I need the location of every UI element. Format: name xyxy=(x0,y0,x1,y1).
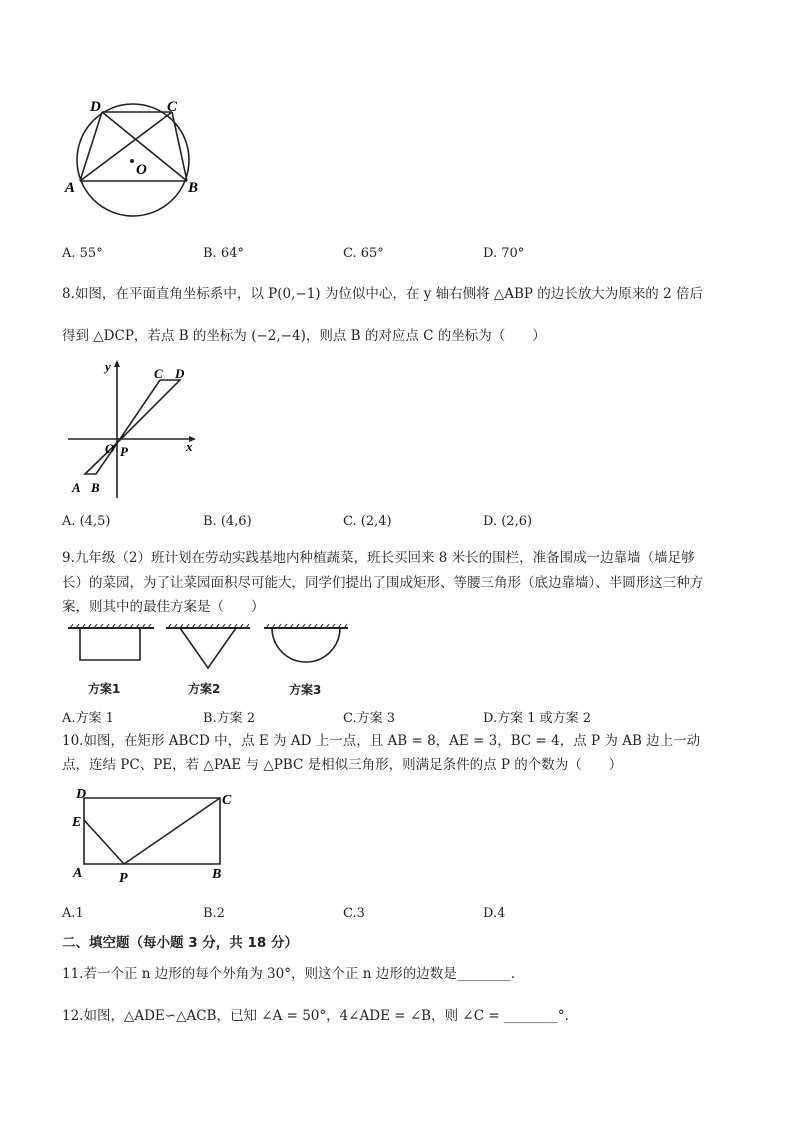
segment-pc xyxy=(124,798,220,864)
plan2-caption: 方案2 xyxy=(188,682,221,696)
label-d: D xyxy=(175,366,185,381)
q10-option-b: B.2 xyxy=(203,906,225,921)
label-b: B xyxy=(91,480,100,495)
label-y: y xyxy=(105,359,111,374)
q10-option-c: C.3 xyxy=(343,906,365,921)
q7-option-a: A. 55° xyxy=(62,246,103,261)
rectangle-abcd xyxy=(84,798,220,864)
label-a: A xyxy=(73,866,83,881)
q8-option-a: A. (4,5) xyxy=(62,514,111,529)
q7-circle-figure xyxy=(60,95,220,235)
label-c: C xyxy=(154,366,163,381)
plan3-caption: 方案3 xyxy=(289,683,322,697)
q10-option-d: D.4 xyxy=(483,906,506,921)
q9-option-c: C.方案 3 xyxy=(343,711,396,726)
plan1-caption: 方案1 xyxy=(88,682,121,696)
label-c: C xyxy=(222,793,232,808)
label-c: C xyxy=(167,99,178,115)
label-x: x xyxy=(186,439,193,454)
q9-plans-figure xyxy=(66,622,356,672)
y-axis-arrow xyxy=(114,360,120,367)
label-p: P xyxy=(119,871,128,886)
q7-option-c: C. 65° xyxy=(343,246,384,261)
label-p: P xyxy=(120,444,128,459)
label-a: A xyxy=(65,180,76,196)
triangle-dcp xyxy=(118,380,180,442)
segment-ac xyxy=(80,112,172,181)
label-e: E xyxy=(72,815,82,830)
q10-text-line2: 点，连结 PC、PE，若 △PAE 与 △PBC 是相似三角形，则满足条件的点 P 的个数为（ ） xyxy=(62,757,623,773)
q10-option-a: A.1 xyxy=(62,906,84,921)
q8-option-c: C. (2,4) xyxy=(343,514,392,529)
q10-text-line1: 10.如图，在矩形 ABCD 中，点 E 为 AD 上一点，且 AB = 8，AE = 3，BC = 4，点 P 为 AB 边上一动 xyxy=(62,733,701,749)
q9-option-a: A.方案 1 xyxy=(62,711,114,726)
plan1-diagram xyxy=(68,624,154,660)
q11-text: 11.若一个正 n 边形的每个外角为 30°，则这个正 n 边形的边数是________. xyxy=(62,966,516,982)
q9-option-b: B.方案 2 xyxy=(203,711,256,726)
q10-rectangle-figure xyxy=(62,784,242,888)
q9-text-line3: 案，则其中的最佳方案是（ ） xyxy=(62,599,265,615)
plan2-diagram xyxy=(166,624,250,668)
q8-option-b: B. (4,6) xyxy=(203,514,252,529)
q9-text-line2: 长）的菜园，为了让菜园面积尽可能大，同学们提出了围成矩形、等腰三角形（底边靠墙）、半圆形这三种方 xyxy=(62,575,704,591)
q7-option-d: D. 70° xyxy=(483,246,525,261)
label-d: D xyxy=(90,99,101,115)
q9-option-d: D.方案 1 或方案 2 xyxy=(483,711,592,726)
q9-text-line1: 9.九年级（2）班计划在劳动实践基地内种植蔬菜，班长买回来 8 米长的围栏，准备围成一边靠墙（墙足够 xyxy=(62,550,695,566)
label-d: D xyxy=(76,787,87,802)
segment-pe xyxy=(84,820,124,864)
label-o: O xyxy=(136,162,147,178)
label-b: B xyxy=(188,180,199,196)
label-b: B xyxy=(212,867,222,882)
q8-text-line2: 得到 △DCP，若点 B 的坐标为 (−2,−4)，则点 B 的对应点 C 的坐标为（ ） xyxy=(62,328,546,344)
q7-option-b: B. 64° xyxy=(203,246,244,261)
section-fill-in-title: 二、填空题（每小题 3 分，共 18 分） xyxy=(62,935,298,951)
center-dot xyxy=(130,159,134,163)
q12-text: 12.如图，△ADE∽△ACB，已知 ∠A = 50°，4∠ADE = ∠B，则 ∠C = ________°. xyxy=(62,1008,569,1024)
label-a: A xyxy=(72,480,81,495)
q8-text-line1: 8.如图，在平面直角坐标系中，以 P(0,−1) 为位似中心，在 y 轴右侧将 △ABP 的边长放大为原来的 2 倍后 xyxy=(62,286,703,302)
q8-coordinate-figure xyxy=(62,356,212,504)
q8-option-d: D. (2,6) xyxy=(483,514,533,529)
label-o: O xyxy=(105,441,115,456)
plan3-diagram xyxy=(264,624,348,662)
